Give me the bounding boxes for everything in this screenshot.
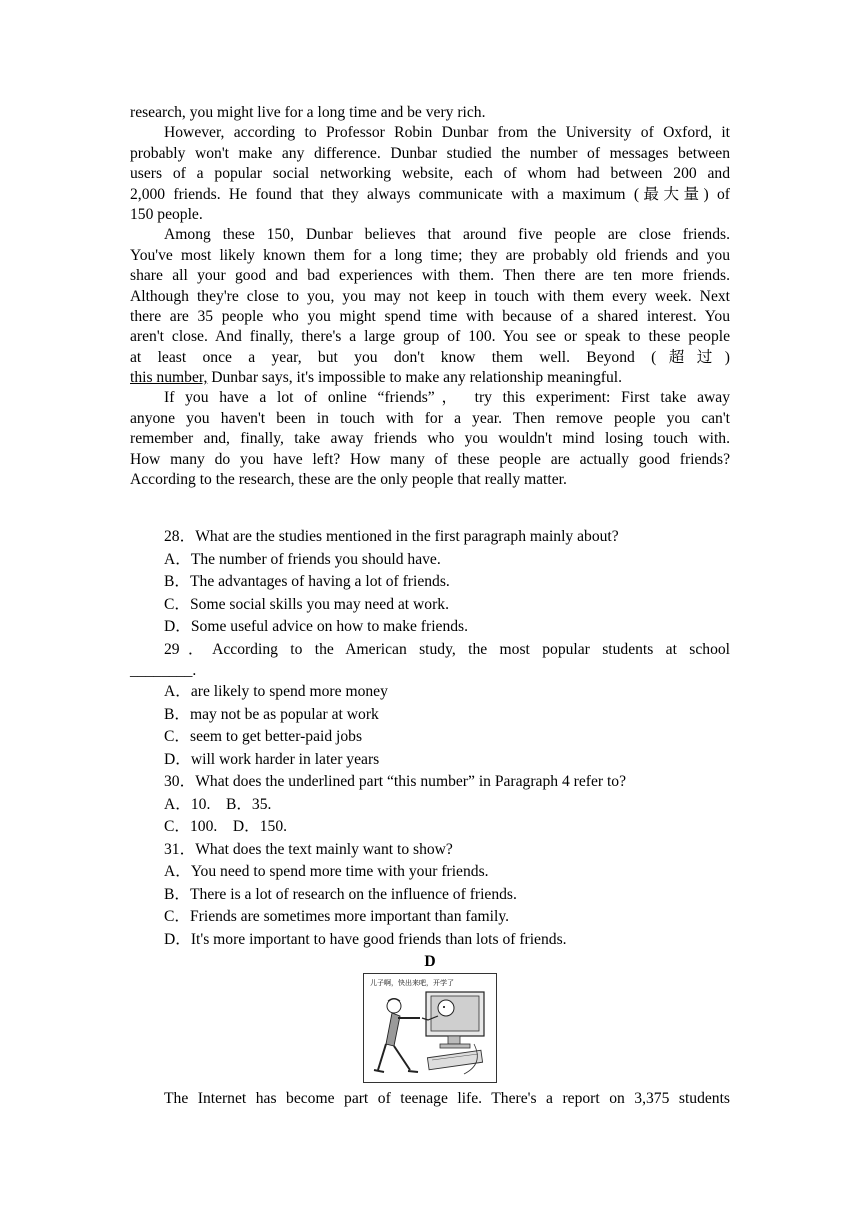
passage-line: anyone you haven't been in touch with for a year. Then remove people you can't <box>130 409 730 427</box>
passage-line: 2,000 friends. He found that they always communicate with a maximum (最大量) of <box>130 185 730 203</box>
option-29c: C．seem to get better-paid jobs <box>164 728 363 746</box>
cartoon-image <box>363 973 497 1083</box>
passage-line: probably won't make any difference. Dunbar studied the number of messages between <box>130 144 730 162</box>
option-30ab: A．10. B．35. <box>164 795 272 813</box>
option-31b: B．There is a lot of research on the influence of friends. <box>164 885 517 903</box>
passage-line: users of a popular social networking website, each of whom had between 200 and <box>130 165 730 183</box>
option-28d: D．Some useful advice on how to make friends. <box>164 618 469 636</box>
passage-line: If you have a lot of online “friends”， try this experiment: First take away <box>164 389 730 407</box>
cartoon-figure <box>130 973 730 1083</box>
underlined-phrase: this number, <box>130 369 208 387</box>
passage-line: 150 people. <box>130 205 203 223</box>
cartoon-caption: 儿子啊，快出来吧，开学了 <box>370 979 454 988</box>
passage-line: remember and, finally, take away friends who you wouldn't mind losing touch with. <box>130 430 730 448</box>
question-31: 31．What does the text mainly want to show? <box>164 840 453 858</box>
option-28c: C．Some social skills you may need at work. <box>164 595 449 613</box>
passage-line: You've most likely known them for a long time; they are probably old friends and you <box>130 246 730 264</box>
question-30: 30．What does the underlined part “this number” in Paragraph 4 refer to? <box>164 773 627 791</box>
option-31c: C．Friends are sometimes more important than family. <box>164 908 510 926</box>
option-31a: A．You need to spend more time with your friends. <box>164 863 489 881</box>
passage-line: research, you might live for a long time and be very rich. <box>130 104 486 121</box>
passage-line: Among these 150, Dunbar believes that around five people are close friends. <box>164 226 730 244</box>
spacer <box>130 490 730 526</box>
passage-line <box>130 368 730 388</box>
option-29d: D．will work harder in later years <box>164 750 380 768</box>
passage-line: Although they're close to you, you may not keep in touch with them every week. Next <box>130 287 730 305</box>
passage-d-line: The Internet has become part of teenage life. There's a report on 3,375 students <box>164 1090 730 1108</box>
passage-line: share all your good and bad experiences with them. Then there are ten more friends. <box>130 267 730 285</box>
section-title: D <box>424 953 436 971</box>
option-29a: A．are likely to spend more money <box>164 683 388 701</box>
option-28a: A．The number of friends you should have. <box>164 550 441 568</box>
question-29: 29．According to the American study, the most popular students at school <box>164 640 730 658</box>
passage-line: According to the research, these are the only people that really matter. <box>130 471 567 489</box>
passage-line: there are 35 people who you might spend time with because of a shared interest. You <box>130 307 730 325</box>
passage-line: However, according to Professor Robin Dunbar from the University of Oxford, it <box>164 124 730 142</box>
question-28: 28．What are the studies mentioned in the first paragraph mainly about? <box>164 528 619 546</box>
passage-line: aren't close. And finally, there's a large group of 100. You see or speak to these people <box>130 328 730 346</box>
document-page <box>130 103 730 1110</box>
option-29b: B．may not be as popular at work <box>164 705 379 723</box>
option-31d: D．It's more important to have good friends than lots of friends. <box>164 930 567 948</box>
passage-line: How many do you have left? How many of these people are actually good friends? <box>130 450 730 468</box>
option-30cd: C．100. D．150. <box>164 818 288 836</box>
answer-blank: ________. <box>130 662 197 680</box>
passage-line: at least once a year, but you don't know them well. Beyond (超过) <box>130 348 730 366</box>
passage-line-rest: Dunbar says, it's impossible to make any relationship meaningful. <box>207 369 623 387</box>
option-28b: B．The advantages of having a lot of friends. <box>164 573 450 591</box>
